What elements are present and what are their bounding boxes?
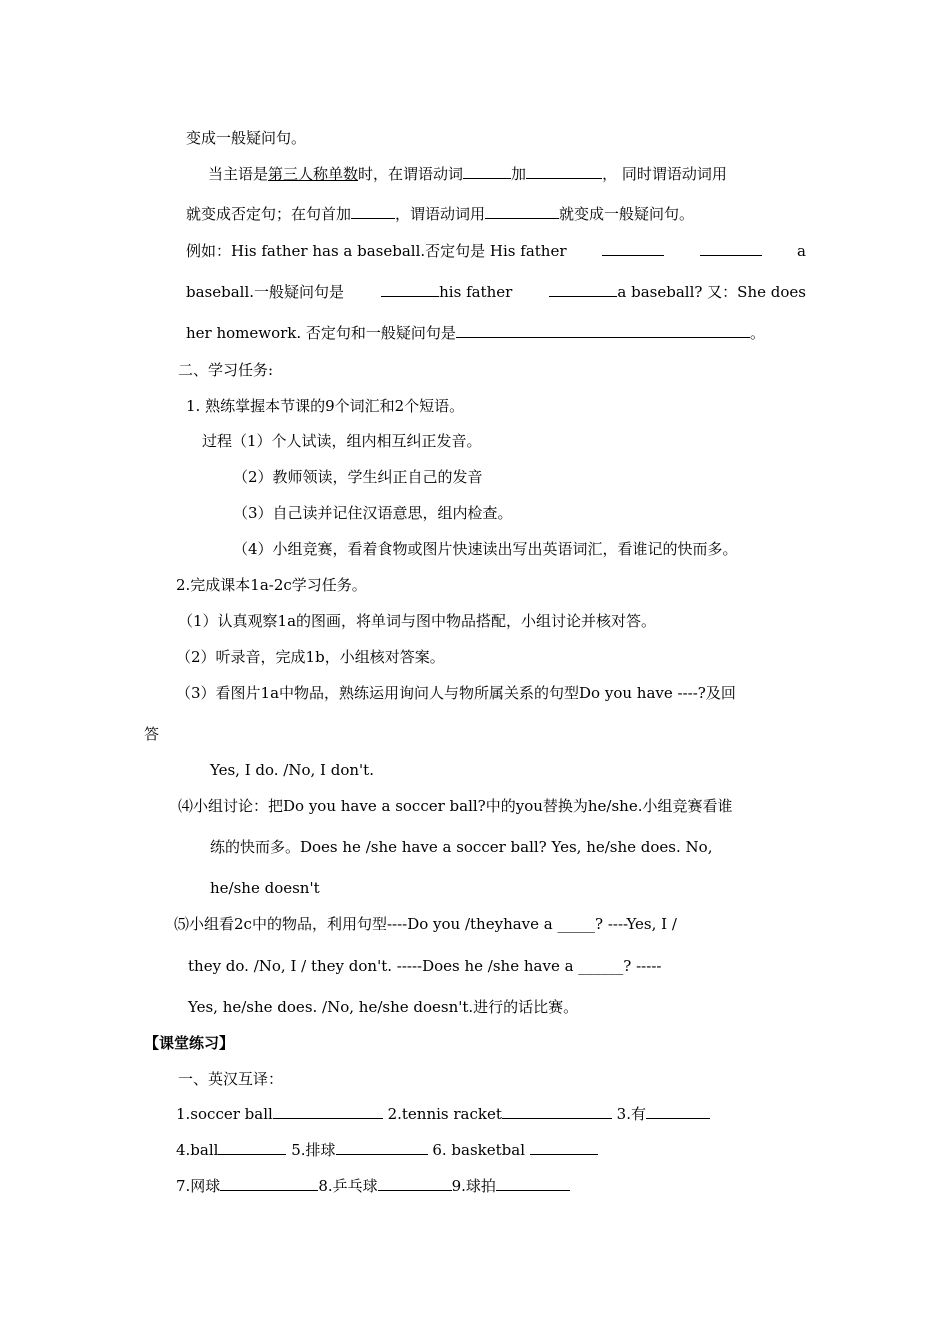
practice-row-1: [176, 1104, 710, 1124]
task-2-item-2: （2）听录音，完成1b，小组核对答案。: [176, 648, 445, 666]
text: a: [797, 242, 806, 260]
exercise-item: 8.乒乓球: [318, 1177, 378, 1195]
text: 就变成一般疑问句。: [559, 205, 695, 223]
task-2-item-3: （3）看图片1a中物品，熟练运用询问人与物所属关系的句型Do you have ----?及回: [176, 684, 736, 702]
blank-line: [526, 164, 602, 179]
blank-line: [700, 241, 762, 256]
intro-line-1: 变成一般疑问句。: [186, 129, 307, 147]
blank-line: [351, 204, 395, 219]
blank-line: [381, 282, 439, 297]
task-2-item-4-cont: 练的快而多。Does he /she have a soccer ball? Yes, he/she does. No,: [210, 838, 713, 856]
task-2-item-3-answer: Yes, I do. /No, I don't.: [210, 761, 374, 779]
answer-blank: [273, 1104, 383, 1119]
practice-row-3: [176, 1176, 570, 1196]
exercise-item: 6. basketbal: [432, 1141, 525, 1159]
text: 就变成否定句；在句首加: [186, 205, 352, 223]
tasks-heading: 二、学习任务:: [178, 361, 274, 379]
task-1-step-2: （2）教师领读，学生纠正自己的发音: [233, 468, 483, 486]
intro-line-3: [186, 204, 694, 224]
task-1: 1. 熟练掌握本节课的9个词汇和2个短语。: [186, 397, 465, 415]
exercise-item: 9.球拍: [451, 1177, 496, 1195]
text: 当主语是: [208, 165, 269, 183]
practice-row-2: [176, 1140, 598, 1160]
task-2-item-5-cont-2: Yes, he/she does. /No, he/she doesn't.进行的话比赛。: [188, 998, 579, 1016]
intro-line-6: [186, 323, 765, 343]
task-1-step-4: （4）小组竞赛，看着食物或图片快速读出写出英语词汇，看谁记的快而多。: [233, 540, 738, 558]
text: 例如：His father has a baseball.否定句是 His father: [186, 242, 567, 260]
answer-blank: [530, 1140, 598, 1155]
text: 。: [749, 324, 765, 342]
answer-blank: [496, 1176, 570, 1191]
task-1-step-3: （3）自己读并记住汉语意思，组内检查。: [233, 504, 513, 522]
exercise-item: 5.排球: [291, 1141, 336, 1159]
exercise-item: 4.ball: [176, 1141, 219, 1159]
task-2-item-4: ⑷小组讨论：把Do you have a soccer ball?中的you替换为he/she.小组竞赛看谁: [178, 797, 733, 815]
intro-line-5: [186, 282, 806, 302]
answer-blank: [646, 1104, 710, 1119]
text: her homework. 否定句和一般疑问句是: [186, 324, 456, 342]
text: his father: [439, 283, 513, 301]
answer-blank: [502, 1104, 612, 1119]
practice-heading: 【课堂练习】: [144, 1034, 235, 1052]
blank-line: [485, 204, 559, 219]
group: [381, 282, 512, 302]
answer-blank: [378, 1176, 452, 1191]
intro-line-4: [186, 241, 806, 261]
answer-blank: [220, 1176, 318, 1191]
practice-subheading: 一、英汉互译：: [178, 1070, 284, 1088]
underlined-term: 第三人称单数: [268, 165, 359, 183]
task-2-item-5-cont: they do. /No, I / they don't. -----Does he /she have a ______? -----: [188, 957, 662, 975]
group: [549, 282, 806, 302]
task-1-step-1: 过程（1）个人试读，组内相互纠正发音。: [202, 432, 482, 450]
task-2-item-1: （1）认真观察1a的图画，将单词与图中物品搭配，小组讨论并核对答。: [178, 612, 657, 630]
exercise-item: 3.有: [616, 1105, 646, 1123]
text: ，谓语动词用: [395, 205, 486, 223]
blank-line: [549, 282, 617, 297]
answer-blank: [218, 1140, 286, 1155]
text: a baseball? 又：She does: [617, 283, 806, 301]
text: 时，在谓语动词: [358, 165, 464, 183]
task-2-item-4-cont-2: he/she doesn't: [210, 879, 320, 897]
task-2-item-5: ⑸小组看2c中的物品，利用句型----Do you /theyhave a _____? ----Yes, I /: [174, 915, 677, 933]
task-2: 2.完成课本1a-2c学习任务。: [176, 576, 367, 594]
text: baseball.一般疑问句是: [186, 283, 345, 301]
exercise-item: 1.soccer ball: [176, 1105, 273, 1123]
answer-blank: [336, 1140, 428, 1155]
blank-line: [463, 164, 511, 179]
exercise-item: 7.网球: [176, 1177, 221, 1195]
text: ， 同时谓语动词用: [602, 165, 727, 183]
task-2-item-3-cont: 答: [144, 725, 160, 743]
blank-line: [602, 241, 664, 256]
intro-line-2: [208, 164, 727, 184]
exercise-item: 2.tennis racket: [387, 1105, 502, 1123]
text: 加: [511, 165, 527, 183]
blank-line: [456, 323, 750, 338]
